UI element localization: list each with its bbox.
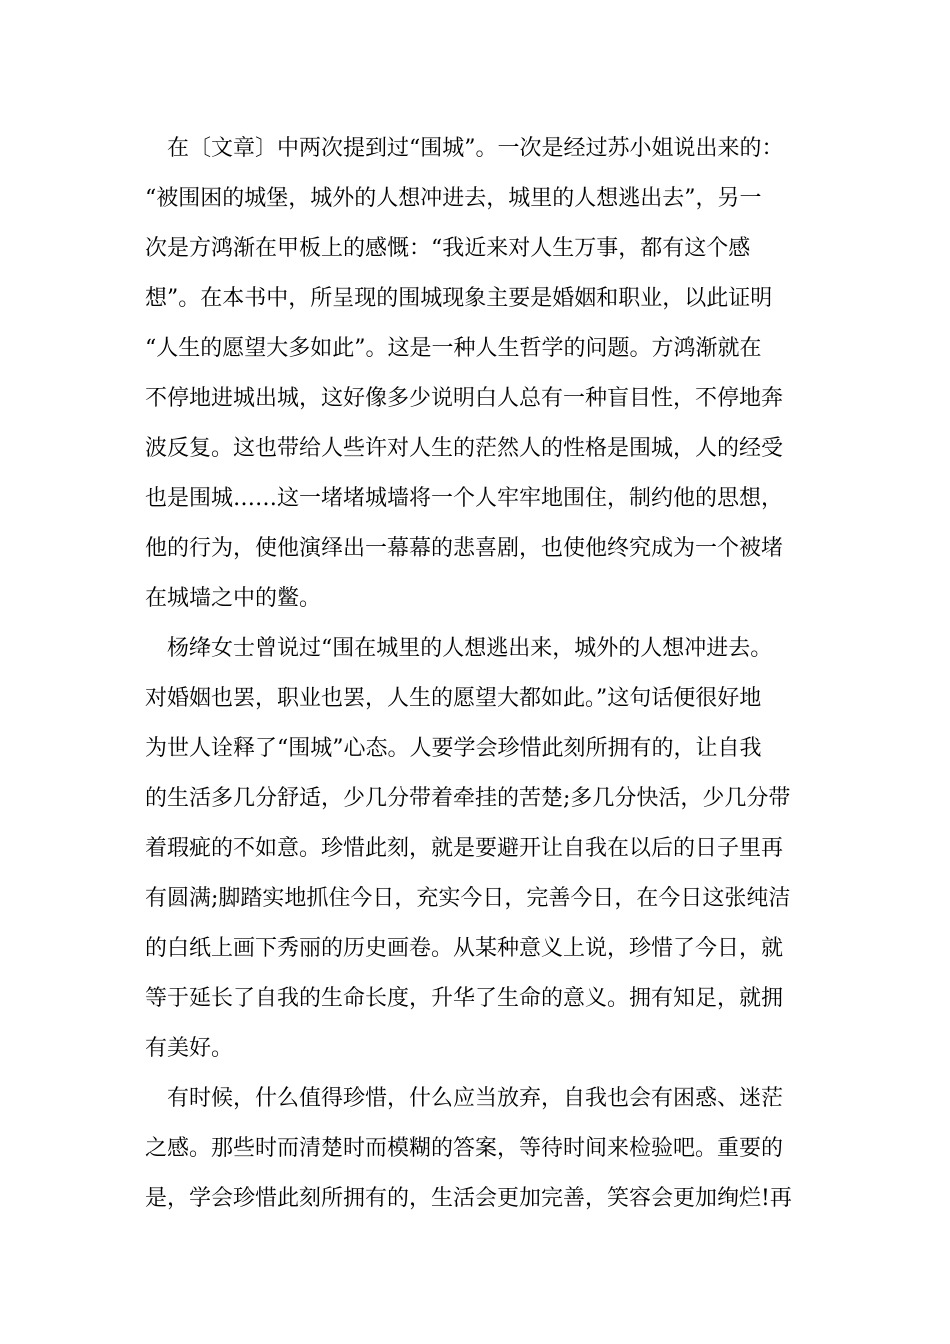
text-line: 的生活多几分舒适，少几分带着牵挂的苦楚;多几分快活，少几分带 (145, 786, 791, 811)
text-line: 着瑕疵的不如意。珍惜此刻，就是要避开让自我在以后的日子里再 (145, 836, 784, 861)
text-line: 有美好。 (145, 1036, 234, 1061)
text-line: 次是方鸿渐在甲板上的感慨：“我近来对人生万事，都有这个感 (145, 236, 751, 261)
text-line: 在城墙之中的鳖。 (145, 586, 322, 611)
paragraph-3 (145, 1074, 810, 1224)
text-line: 波反复。这也带给人些许对人生的茫然人的性格是围城，人的经受 (145, 436, 784, 461)
text-line: 是，学会珍惜此刻所拥有的，生活会更加完善，笑容会更加绚烂!再 (145, 1186, 792, 1211)
text-line: “被围困的城堡，城外的人想冲进去，城里的人想逃出去”，另一 (145, 186, 762, 211)
text-line: 之感。那些时而清楚时而模糊的答案，等待时间来检验吧。重要的 (145, 1136, 784, 1161)
text-line: “人生的愿望大多如此”。这是一种人生哲学的问题。方鸿渐就在 (145, 336, 762, 361)
text-line: 对婚姻也罢，职业也罢，人生的愿望大都如此。”这句话便很好地 (145, 686, 762, 711)
text-line: 等于延长了自我的生命长度，升华了生命的意义。拥有知足，就拥 (145, 986, 784, 1011)
text-line: 也是围城……这一堵堵城墙将一个人牢牢地围住，制约他的思想， (145, 486, 784, 511)
text-line: 不停地进城出城，这好像多少说明白人总有一种盲目性，不停地奔 (145, 386, 784, 411)
text-line: 有圆满;脚踏实地抓住今日，充实今日，完善今日，在今日这张纯洁 (145, 886, 791, 911)
text-line: 他的行为，使他演绎出一幕幕的悲喜剧，也使他终究成为一个被堵 (145, 536, 784, 561)
text-line: 杨绛女士曾说过“围在城里的人想逃出来，城外的人想冲进去。 (167, 636, 773, 661)
paragraph-1 (145, 124, 810, 624)
text-line: 为世人诠释了“围城”心态。人要学会珍惜此刻所拥有的，让自我 (145, 736, 762, 761)
text-line: 在〔文章〕中两次提到过“围城”。一次是经过苏小姐说出来的： (167, 136, 784, 161)
text-line: 的白纸上画下秀丽的历史画卷。从某种意义上说，珍惜了今日，就 (145, 936, 784, 961)
paragraph-2 (145, 624, 810, 1074)
text-line: 想”。在本书中，所呈现的围城现象主要是婚姻和职业，以此证明 (145, 286, 773, 311)
text-line: 有时候，什么值得珍惜，什么应当放弃，自我也会有困惑、迷茫 (167, 1086, 784, 1111)
